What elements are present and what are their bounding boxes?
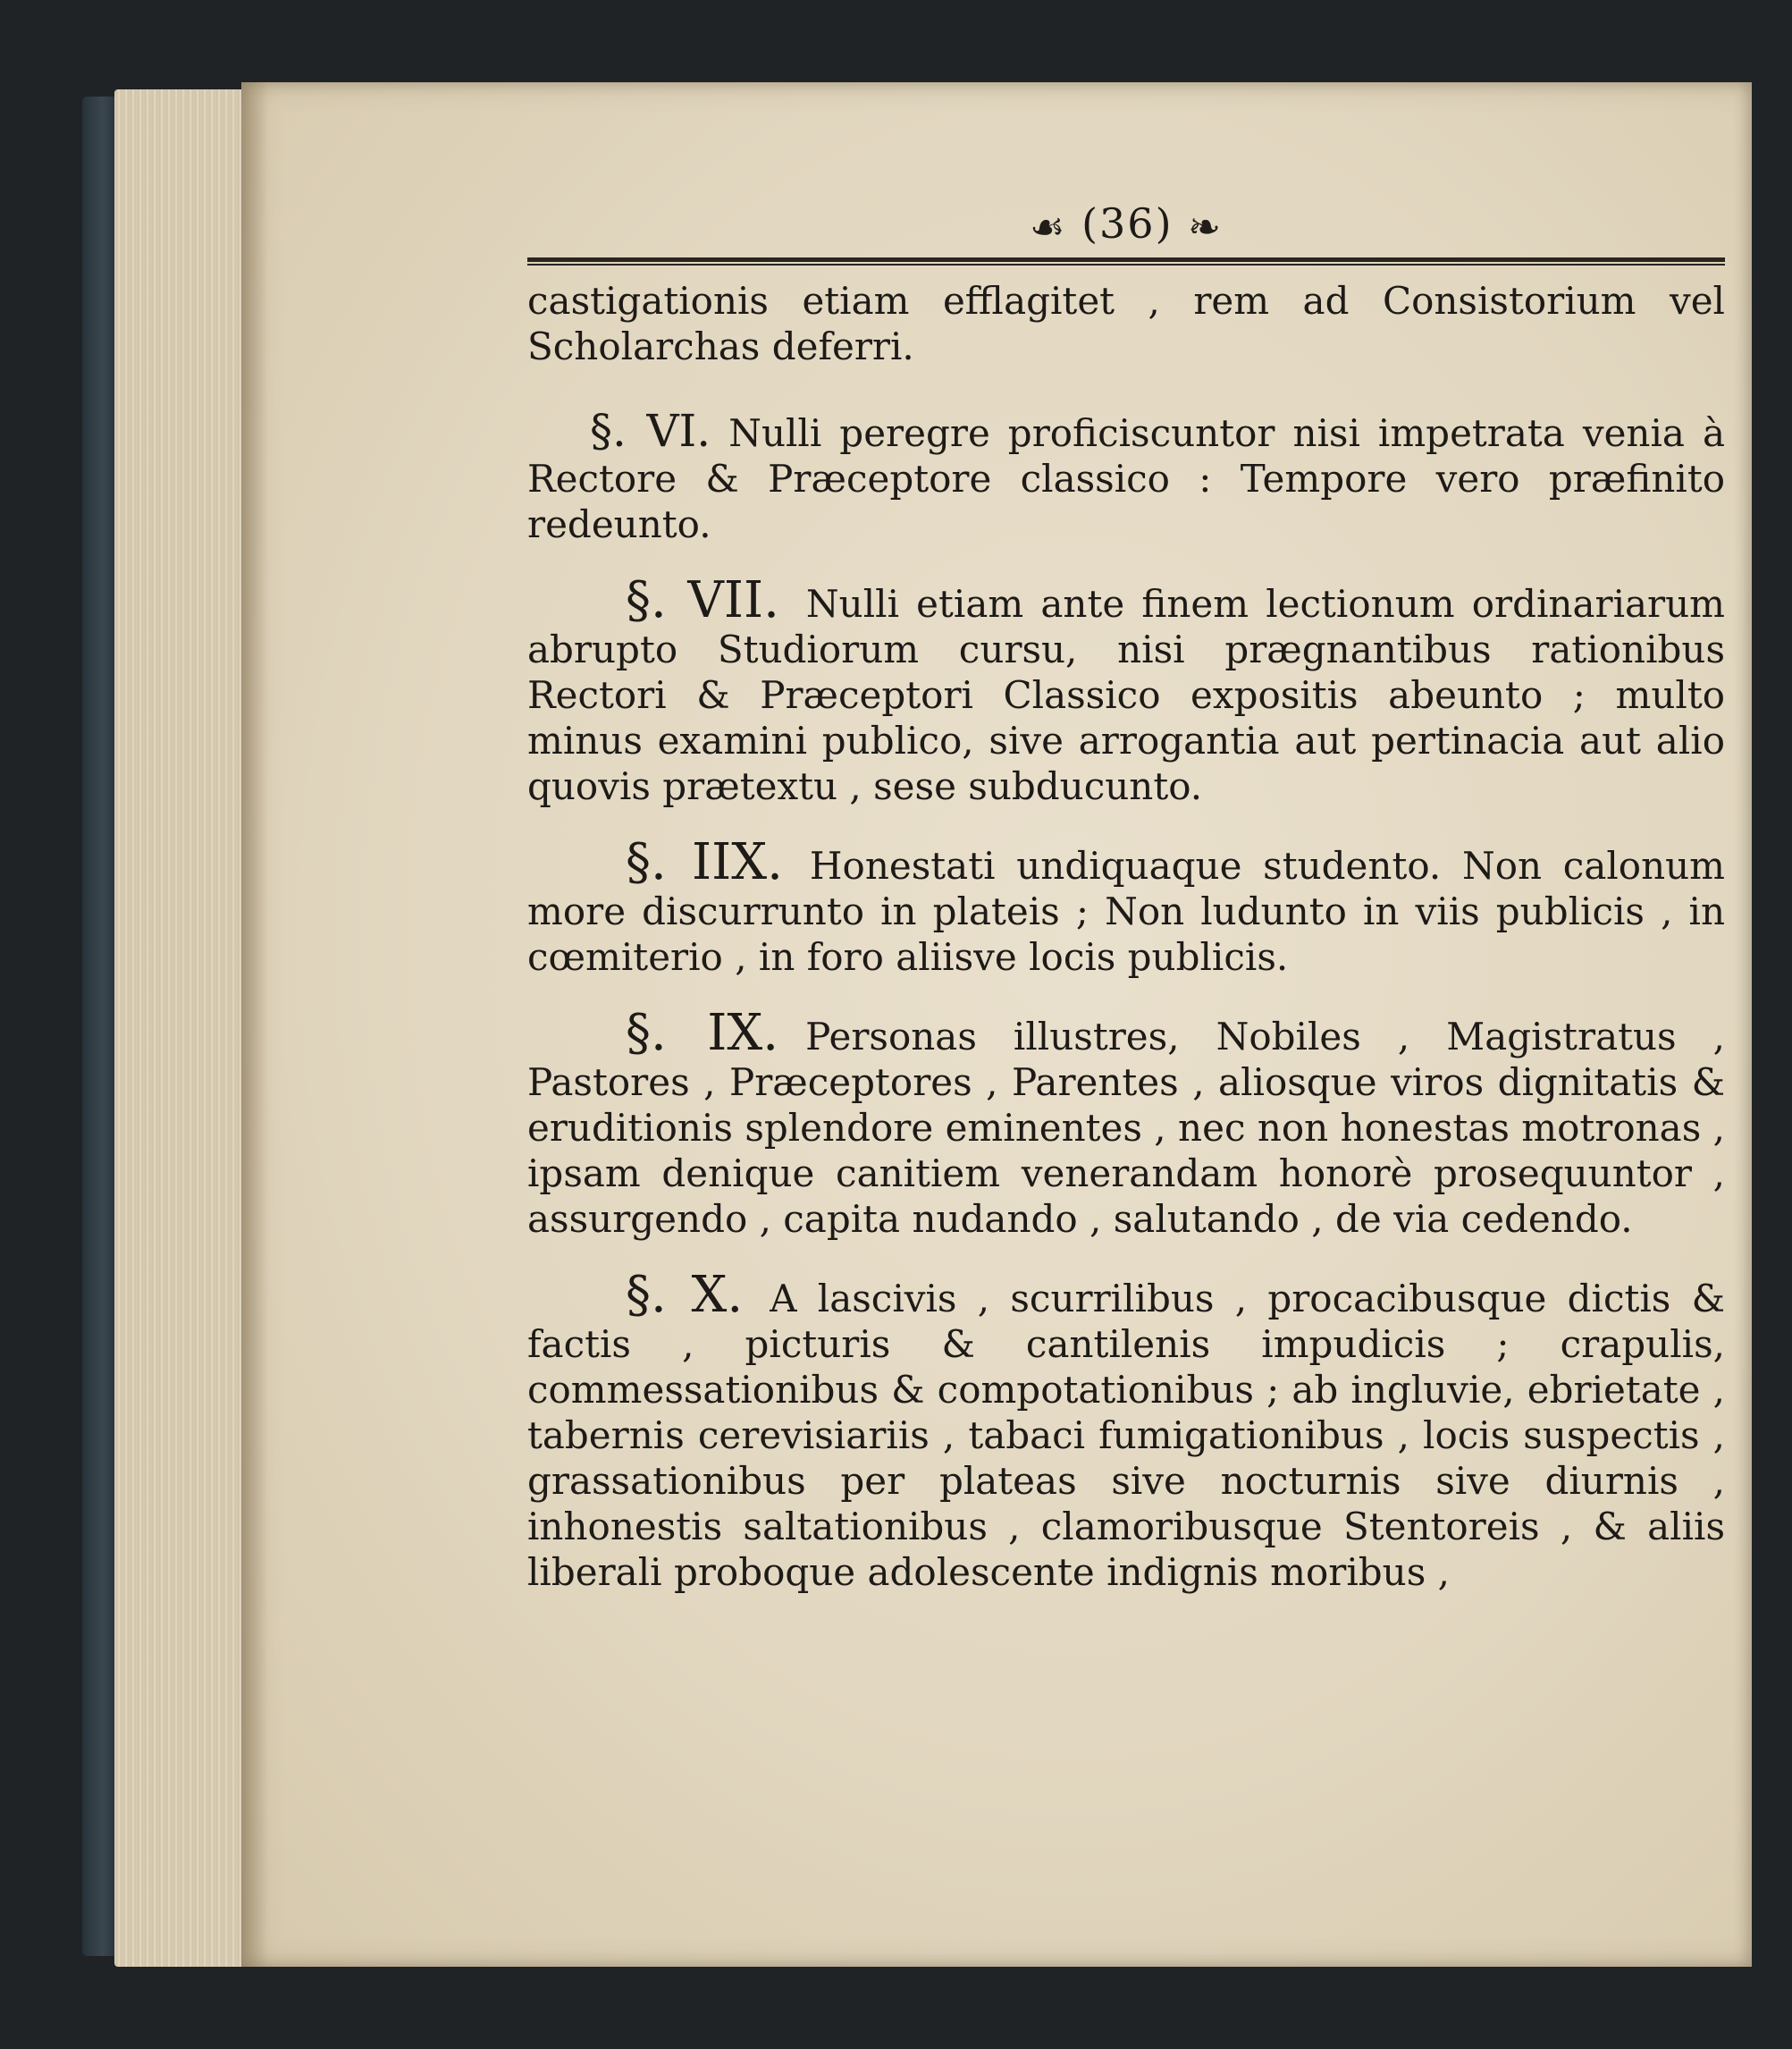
page-number: 36 [1099, 199, 1156, 248]
paragraph-text: Nulli etiam ante finem lectionum ordinariarum abrupto Studiorum cursu, nisi prægnantibus rationibus Rectori & Præceptori Classico expositis abeunto ; multo minus examini publico, sive arrogantia aut pertinacia aut alio quovis prætextu , sese subducunto. [527, 581, 1726, 808]
book-cover-edge [82, 97, 116, 1956]
paragraph-text: Personas illustres, Nobiles , Magistratus , Pastores , Præceptores , Parentes , aliosque viros dignitatis & eruditionis splendore eminentes , nec non honestas motronas , ipsam denique canitiem venerandam honorè prosequuntor , assurgendo , capita nudando , salutando , de via cedendo. [527, 1014, 1726, 1241]
page-gutter-shadow [241, 82, 268, 1967]
page-number-close: ) [1155, 199, 1174, 248]
header-rule [527, 257, 1725, 266]
section-mark: §. VII. [626, 570, 779, 629]
paragraph-text: Nulli peregre proficiscuntor nisi impetrata venia à Rectore & Præceptore classico : Tempore vero præfinito redeunto. [527, 410, 1725, 546]
right-ornament-icon: ❧ [1188, 204, 1224, 250]
page-header [527, 201, 1725, 250]
left-ornament-icon: ☙ [1029, 204, 1067, 250]
section-mark: §. IIX. [626, 832, 783, 891]
paragraph-section-10 [527, 1265, 1725, 1595]
paragraph-section-8 [527, 832, 1725, 980]
paragraph-text: Honestati undiquaque studento. Non calonum more discurrunto in plateis ; Non ludunto in viis publicis , in cœmiterio , in foro aliisve locis publicis. [527, 843, 1725, 979]
paragraph-section-6 [527, 404, 1725, 547]
page-number-open: ( [1081, 199, 1100, 248]
page-text-block [527, 201, 1725, 1625]
paragraph-continuation [527, 278, 1725, 369]
paragraph-text: A lascivis , scurrilibus , procacibusque dictis & factis , picturis & cantilenis impudicis ; crapulis, commessationibus & compotationibus ; ab ingluvie, ebrietate , tabernis cerevisiariis , tabaci fumigationibus , locis suspectis , grassationibus per plateas sive nocturnis sive diurnis , inhonestis saltationibus , clamoribusque Stentoreis , & aliis liberali proboque adolescente indignis moribus , [527, 1276, 1725, 1594]
paragraph-text: castigationis etiam efflagitet , rem ad Consistorium vel Scholarchas deferri. [527, 278, 1725, 368]
section-mark: §. X. [626, 1265, 744, 1324]
paragraph-section-7 [527, 570, 1726, 809]
paragraph-section-9 [527, 1003, 1726, 1242]
section-mark: §. VI. [590, 404, 711, 457]
page-stack-edges [114, 89, 248, 1967]
section-mark: §. IX. [626, 1003, 779, 1062]
